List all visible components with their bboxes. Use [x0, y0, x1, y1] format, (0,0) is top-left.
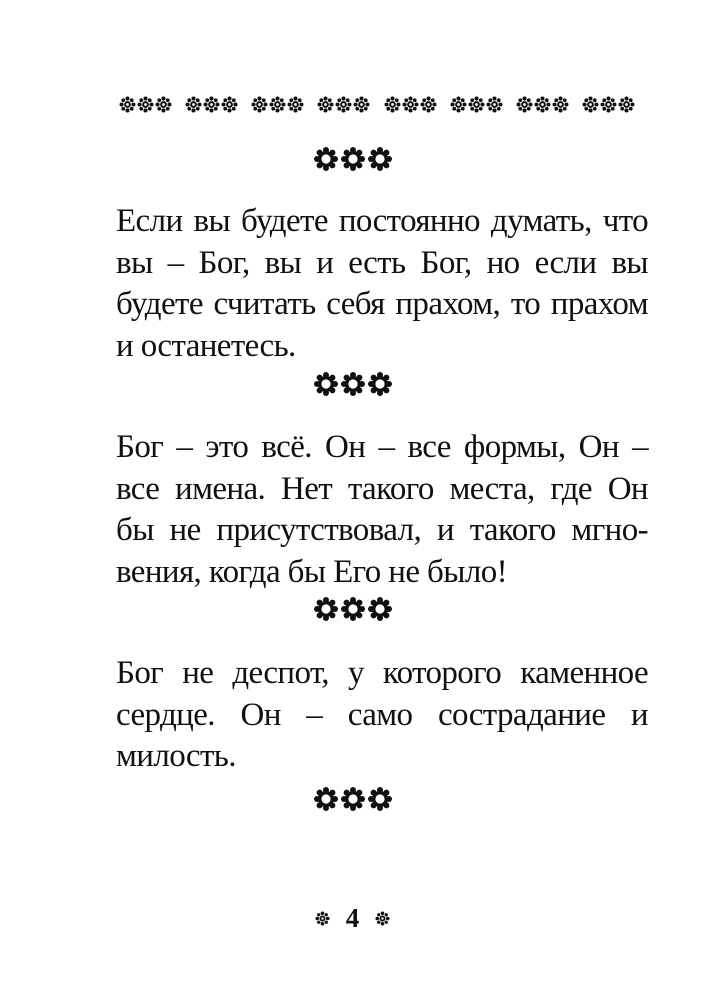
star-flower-icon [119, 96, 136, 113]
star-flower-icon [450, 96, 467, 113]
flower-ring-icon [368, 597, 392, 621]
star-flower-icon [618, 96, 635, 113]
star-flower-icon [353, 96, 370, 113]
ornament-group [450, 96, 503, 113]
flower-ring-icon [341, 372, 365, 396]
text-line: Если вы будете постоянно думать, что [116, 203, 648, 239]
section-divider [0, 787, 705, 813]
section-divider [0, 597, 705, 623]
flower-ring-icon [314, 147, 338, 171]
section-divider [0, 372, 705, 398]
page-footer [0, 903, 705, 934]
star-flower-icon [221, 96, 238, 113]
flower-ring-icon [368, 147, 392, 171]
star-flower-icon [582, 96, 599, 113]
star-flower-icon [402, 96, 419, 113]
star-flower-icon [420, 96, 437, 113]
star-flower-icon [516, 96, 533, 113]
flower-ring-icon [314, 597, 338, 621]
text-line: будете считать себя прахом, то прахом [116, 286, 648, 322]
ornament-group [119, 96, 172, 113]
star-flower-icon [155, 96, 172, 113]
star-flower-icon [552, 96, 569, 113]
text-line: вения, когда бы Его не было! [116, 553, 507, 590]
paragraph-3 [116, 653, 648, 778]
flower-ring-icon [341, 787, 365, 811]
top-ornament-rule [119, 94, 635, 114]
flower-ring-icon [341, 147, 365, 171]
text-line: все имена. Нет такого места, где Он [116, 470, 648, 507]
ornament-group [384, 96, 437, 113]
flower-ring-icon [314, 787, 338, 811]
star-flower-icon [534, 96, 551, 113]
star-flower-icon [384, 96, 401, 113]
text-line: сердце. Он – само сострадание и [116, 696, 648, 733]
flower-ring-icon [368, 372, 392, 396]
flower-ring-icon [368, 787, 392, 811]
star-flower-icon [335, 96, 352, 113]
star-flower-icon [203, 96, 220, 113]
ornament-group [317, 96, 370, 113]
star-flower-icon [269, 96, 286, 113]
star-flower-icon [287, 96, 304, 113]
ornament-group [582, 96, 635, 113]
text-line: милость. [116, 738, 236, 774]
star-flower-icon [185, 96, 202, 113]
text-line: Бог не деспот, у которого каменное [116, 655, 648, 691]
paragraph-2 [116, 427, 648, 593]
text-line: и останетесь. [116, 327, 296, 364]
star-flower-icon [375, 911, 390, 926]
star-flower-icon [468, 96, 485, 113]
star-flower-icon [600, 96, 617, 113]
star-flower-icon [486, 96, 503, 113]
flower-ring-icon [341, 597, 365, 621]
ornament-group [516, 96, 569, 113]
text-line: вы – Бог, вы и есть Бог, но если вы [116, 244, 648, 281]
star-flower-icon [137, 96, 154, 113]
section-divider [0, 147, 705, 173]
page-number: 4 [345, 903, 360, 933]
paragraph-1 [116, 201, 648, 367]
text-line: Бог – это всё. Он – все формы, Он – [116, 429, 648, 465]
star-flower-icon [315, 911, 330, 926]
text-line: бы не присутствовал, и такого мгно- [116, 512, 648, 548]
flower-ring-icon [314, 372, 338, 396]
star-flower-icon [317, 96, 334, 113]
ornament-group [251, 96, 304, 113]
ornament-group [185, 96, 238, 113]
star-flower-icon [251, 96, 268, 113]
